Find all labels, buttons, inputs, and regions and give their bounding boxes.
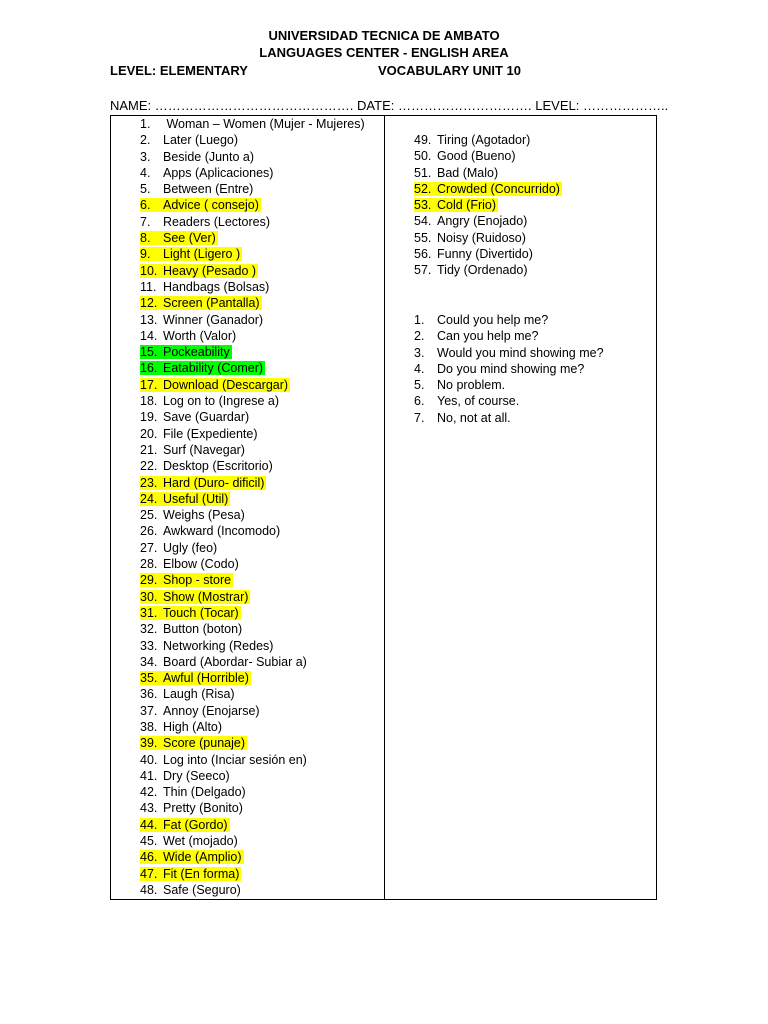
name-blank: ………………………………………. [154,98,354,113]
item-text: Fit (En forma) [163,866,240,881]
highlight-green [140,345,232,359]
vocabulary-item [140,393,365,409]
phrase-item [414,393,604,409]
highlight-yellow [140,296,262,310]
item-text: Eatability (Comer) [163,361,264,376]
highlight-yellow [140,492,230,506]
item-text: High (Alto) [163,719,223,734]
vocabulary-item [140,442,365,458]
item-number: 3. [140,149,151,164]
item-content [414,166,498,180]
item-number: 52. [414,181,432,196]
item-text: Pockeability [163,345,230,360]
item-text: See (Ver) [163,231,216,246]
vocabulary-item [140,149,365,165]
item-number: 43. [140,801,158,816]
highlight-yellow [140,850,244,864]
item-content [140,557,239,571]
item-number: 20. [140,426,158,441]
vocabulary-item [140,458,365,474]
vocabulary-item [140,752,365,768]
item-number: 15. [140,345,158,360]
vocabulary-item [140,132,365,148]
vocabulary-item [140,181,365,197]
highlight-yellow [414,198,498,212]
vocabulary-item [140,426,365,442]
vocabulary-item [414,213,562,229]
vocabulary-item [140,703,365,719]
item-number: 48. [140,882,158,897]
university-title: UNIVERSIDAD TECNICA DE AMBATO [268,28,500,43]
vocabulary-item [140,735,365,751]
vocabulary-item [140,686,365,702]
vocabulary-item [140,263,365,279]
item-number: 45. [140,834,158,849]
highlight-yellow [140,198,261,212]
vocabulary-item [140,572,365,588]
item-text: Heavy (Pesado ) [163,263,257,278]
phrase-item [414,361,604,377]
phrase-item [414,377,604,393]
item-content [140,459,273,473]
item-content [414,247,533,261]
vocabulary-item [140,214,365,230]
vocabulary-item [414,148,562,164]
item-text: Touch (Tocar) [163,605,239,620]
item-number: 21. [140,442,158,457]
item-content [414,263,528,277]
item-content [414,214,527,228]
item-number: 47. [140,866,158,881]
vocabulary-item [414,246,562,262]
item-text: Desktop (Escritorio) [163,459,273,474]
item-content [140,215,270,229]
item-text: Useful (Util) [163,491,229,506]
vocabulary-item [140,719,365,735]
vocabulary-item [140,556,365,572]
item-content [414,133,530,147]
highlight-yellow [140,247,242,261]
item-text: Save (Guardar) [163,410,250,425]
vocabulary-item [414,165,562,181]
vocabulary-item [414,181,562,197]
item-content [140,117,365,131]
item-text: Between (Entre) [163,182,254,197]
item-number: 33. [140,638,158,653]
vocabulary-item [140,328,365,344]
vocabulary-item [140,540,365,556]
phrase-item [414,345,604,361]
highlight-yellow [140,736,247,750]
item-number: 38. [140,719,158,734]
item-number: 22. [140,459,158,474]
item-number: 6. [140,198,151,213]
column-divider [384,115,385,900]
vocabulary-item [140,295,365,311]
item-text: Can you help me? [437,329,539,344]
highlight-yellow [140,590,250,604]
item-text: Later (Luego) [163,133,239,148]
item-text: Apps (Aplicaciones) [163,165,274,180]
item-number: 42. [140,785,158,800]
item-text: Readers (Lectores) [163,214,270,229]
highlight-yellow [140,671,251,685]
item-text: Could you help me? [437,313,549,327]
item-number: 40. [140,752,158,767]
item-text: Elbow (Codo) [163,557,239,572]
item-text: Yes, of course. [437,394,520,409]
highlight-yellow [140,867,241,881]
highlight-green [140,361,265,375]
item-text: Tidy (Ordenado) [437,263,528,278]
item-text: Light (Ligero ) [163,247,241,262]
item-number: 14. [140,328,158,343]
item-text: Fat (Gordo) [163,817,228,832]
item-number: 46. [140,850,158,865]
vocabulary-item [140,849,365,865]
vocabulary-item [140,784,365,800]
item-number: 2. [414,329,425,344]
item-number: 5. [140,182,151,197]
item-number: 23. [140,475,158,490]
item-number: 10. [140,263,158,278]
item-text: File (Expediente) [163,426,258,441]
item-number: 29. [140,573,158,588]
item-text: Annoy (Enojarse) [163,703,260,718]
item-number: 24. [140,491,158,506]
vocabulary-item [140,523,365,539]
highlight-yellow [140,231,218,245]
vocabulary-list-right [414,132,562,279]
item-number: 55. [414,230,432,245]
item-content [140,166,273,180]
vocabulary-item [140,817,365,833]
item-text: Woman – Women (Mujer - Mujeres) [163,117,365,131]
item-text: Hard (Duro- dificil) [163,475,265,490]
item-text: Winner (Ganador) [163,312,264,327]
vocabulary-item [140,377,365,393]
vocabulary-item [140,165,365,181]
phrase-item [414,328,604,344]
item-number: 9. [140,247,151,262]
item-number: 36. [140,687,158,702]
item-content [140,769,230,783]
item-text: Score (punaje) [163,736,245,751]
phrase-item [414,312,604,328]
vocabulary-item [414,132,562,148]
vocabulary-item [140,605,365,621]
vocabulary-item [140,360,365,376]
item-text: Handbags (Bolsas) [163,279,270,294]
item-number: 27. [140,540,158,555]
item-content [414,149,516,163]
item-text: Surf (Navegar) [163,442,245,457]
vocabulary-item [140,491,365,507]
item-number: 50. [414,149,432,164]
item-content [140,443,245,457]
item-text: Button (boton) [163,622,243,637]
item-content [140,394,279,408]
highlight-yellow [140,606,241,620]
item-content [140,720,222,734]
item-content [140,182,253,196]
item-content [140,622,242,636]
item-content [414,346,604,360]
item-number: 17. [140,377,158,392]
item-content [140,524,280,538]
item-number: 49. [414,133,432,147]
highlight-yellow [140,818,230,832]
vocabulary-item [140,507,365,523]
item-content [140,834,238,848]
item-text: Weighs (Pesa) [163,508,245,523]
item-number: 16. [140,361,158,376]
item-text: Ugly (feo) [163,540,218,555]
item-number: 34. [140,654,158,669]
item-text: Angry (Enojado) [437,214,528,229]
level-label: LEVEL: [535,98,580,113]
item-content [140,801,243,815]
item-text: Wide (Amplio) [163,850,242,865]
highlight-yellow [140,264,258,278]
item-number: 4. [414,361,425,376]
item-number: 6. [414,394,425,409]
item-number: 18. [140,394,158,409]
item-content [140,133,238,147]
item-number: 51. [414,165,432,180]
phrase-list [414,312,604,426]
item-text: Advice ( consejo) [163,198,259,213]
item-content [414,411,511,425]
item-number: 31. [140,605,158,620]
item-content [414,329,538,343]
item-text: Networking (Redes) [163,638,274,653]
center-title: LANGUAGES CENTER - ENGLISH AREA [259,45,509,60]
level-blank: ……………….. [582,98,669,113]
item-number: 4. [140,165,151,180]
vocabulary-item [140,246,365,262]
item-text: No, not at all. [437,410,511,425]
item-number: 12. [140,296,158,311]
item-text: Awkward (Incomodo) [163,524,281,539]
item-content [414,231,526,245]
vocabulary-item [140,230,365,246]
item-text: Cold (Frio) [437,198,497,213]
item-number: 57. [414,263,432,278]
phrase-item [414,410,604,426]
item-content [140,508,245,522]
vocabulary-item [414,230,562,246]
item-text: Worth (Valor) [163,328,237,343]
item-number: 26. [140,524,158,539]
vocabulary-list-left [140,116,365,898]
item-content [140,150,254,164]
item-text: Pretty (Bonito) [163,801,243,816]
item-text: Board (Abordar- Subiar a) [163,654,307,669]
item-content [414,378,505,392]
unit-heading: VOCABULARY UNIT 10 [378,63,522,78]
item-content [414,362,584,376]
item-content [140,704,260,718]
item-text: Bad (Malo) [437,165,499,180]
vocabulary-item [140,800,365,816]
item-number: 7. [140,214,151,229]
item-number: 13. [140,312,158,327]
item-text: Laugh (Risa) [163,687,235,702]
vocabulary-item [140,638,365,654]
vocabulary-item [140,475,365,491]
vocabulary-item [414,197,562,213]
item-number: 32. [140,622,158,637]
item-number: 1. [414,313,425,327]
item-text: Wet (mojado) [163,834,238,849]
item-text: Good (Bueno) [437,149,516,164]
item-number: 37. [140,703,158,718]
item-number: 3. [414,345,425,360]
level-heading: LEVEL: ELEMENTARY [110,63,248,78]
item-content [140,785,246,799]
item-content [140,753,307,767]
item-number: 19. [140,410,158,425]
vocabulary-item [140,654,365,670]
vocabulary-item [140,768,365,784]
vocabulary-item [140,279,365,295]
date-label: DATE: [357,98,395,113]
item-content [140,655,307,669]
item-text: Do you mind showing me? [437,361,585,376]
item-text: Screen (Pantalla) [163,296,260,311]
item-number: 7. [414,410,425,425]
item-content [140,687,235,701]
item-number: 41. [140,768,158,783]
item-content [140,427,258,441]
vocabulary-item [140,882,365,898]
item-number: 8. [140,231,151,246]
item-content [140,541,217,555]
vocabulary-item [140,344,365,360]
vocabulary-item [140,866,365,882]
item-number: 56. [414,247,432,262]
vocabulary-item [414,262,562,278]
item-content [414,394,519,408]
item-number: 44. [140,817,158,832]
item-text: Noisy (Ruidoso) [437,230,526,245]
item-text: Crowded (Concurrido) [437,181,560,196]
item-content [414,313,548,327]
vocabulary-item [140,589,365,605]
item-text: Tiring (Agotador) [437,133,531,147]
item-content [140,639,273,653]
item-text: Download (Descargar) [163,377,289,392]
item-text: Shop - store [163,573,232,588]
item-number: 1. [140,117,151,131]
highlight-yellow [140,573,233,587]
item-number: 25. [140,508,158,523]
vocabulary-item [140,197,365,213]
item-text: Log into (Inciar sesión en) [163,752,307,767]
item-text: Would you mind showing me? [437,345,604,360]
item-text: Dry (Seeco) [163,768,230,783]
item-text: Show (Mostrar) [163,589,249,604]
name-label: NAME: [110,98,152,113]
item-number: 28. [140,557,158,572]
item-number: 2. [140,133,151,148]
highlight-yellow [140,476,266,490]
item-text: No problem. [437,378,506,393]
student-info-line [110,98,668,113]
item-content [140,280,269,294]
item-content [140,410,249,424]
item-text: Log on to (Ingrese a) [163,394,280,409]
vocabulary-item [140,833,365,849]
item-text: Beside (Junto a) [163,149,255,164]
highlight-yellow [140,378,290,392]
item-text: Awful (Horrible) [163,671,249,686]
vocabulary-item [140,409,365,425]
item-number: 53. [414,198,432,213]
vocabulary-item [140,621,365,637]
item-content [140,313,263,327]
item-number: 54. [414,214,432,229]
item-text: Safe (Seguro) [163,882,241,897]
vocabulary-item [140,116,365,132]
vocabulary-item [140,670,365,686]
vocabulary-item [140,312,365,328]
date-blank: …………………………. [398,98,532,113]
item-content [140,329,236,343]
item-text: Funny (Divertido) [437,247,533,262]
item-number: 39. [140,736,158,751]
item-text: Thin (Delgado) [163,785,246,800]
item-number: 35. [140,671,158,686]
item-content [140,883,241,897]
highlight-yellow [414,182,562,196]
item-number: 11. [140,279,157,294]
item-number: 30. [140,589,158,604]
item-number: 5. [414,378,425,393]
